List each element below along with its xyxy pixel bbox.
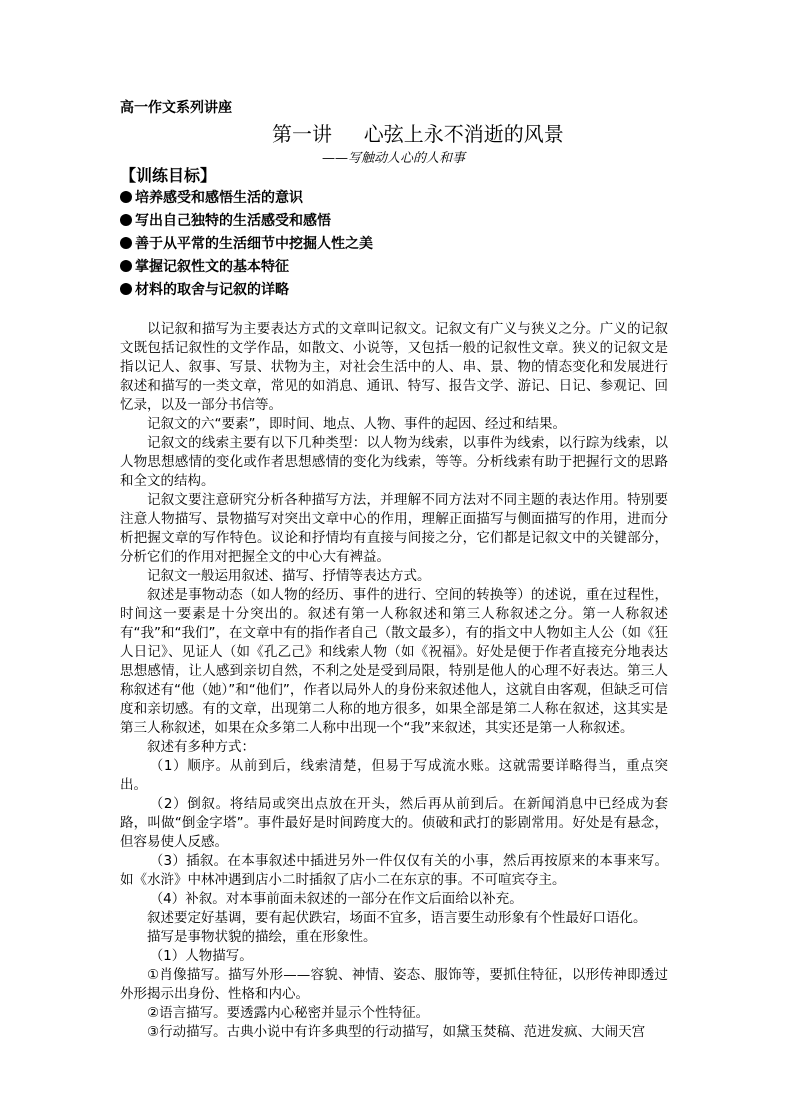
paragraph: ①肖像描写。描写外形——容貌、神情、姿态、服饰等，要抓住特征，以形传神即透过外形揭示出身份、性格和内心。 bbox=[120, 967, 668, 1002]
paragraph: （2）倒叙。将结局或突出点放在开头，然后再从前到后。在新闻消息中已经成为套路，叫做“倒金字塔”。事件最好是时间跨度大的。侦破和武打的影剧常用。好处是有悬念，但容易使人反感。 bbox=[120, 796, 668, 850]
bullet-icon bbox=[120, 191, 132, 203]
paragraph: ②语言描写。要透露内心秘密并显示个性特征。 bbox=[147, 1005, 430, 1021]
bullet-icon bbox=[120, 260, 132, 272]
paragraph: （4）补叙。对本事前面未叙述的一部分在作文后面给以补充。 bbox=[149, 891, 523, 907]
series-title: 高一作文系列讲座 bbox=[120, 100, 232, 116]
goals-list bbox=[120, 187, 373, 302]
bullet-icon bbox=[120, 237, 132, 249]
paragraph: 记叙文的线索主要有以下几种类型：以人物为线索，以事件为线索，以行踪为线索，以人物思想感情的变化或作者思想感情的变化为线索，等等。分析线索有助于把握行文的思路和全文的结构。 bbox=[120, 435, 668, 489]
paragraph: （3）插叙。在本事叙述中插进另外一件仅仅有关的小事，然后再按原来的本事来写。如《水浒》中林冲遇到店小二时插叙了店小二在东京的事。不可喧宾夺主。 bbox=[120, 853, 668, 888]
goal-item bbox=[120, 233, 373, 256]
goal-text: 掌握记叙性文的基本特征 bbox=[135, 259, 289, 275]
goal-text: 写出自己独特的生活感受和感悟 bbox=[135, 213, 331, 229]
goal-item bbox=[120, 187, 373, 210]
bullet-icon bbox=[120, 214, 132, 226]
paragraph: 叙述是事物动态（如人物的经历、事件的进行、空间的转换等）的述说，重在过程性，时间这一要素是十分突出的。叙述有第一人称叙述和第三人称叙述之分。第一人称叙述有“我”和“我们”，在文章中有的指作者自己（散文最多），有的指文中人物如主人公（如《狂人日记》、见证人（如《孔乙己》和线索人物（如《祝福》。好处是便于作者直接充分地表达思想感情，让人感到亲切自然，不利之处是受到局限，特别是他人的心理不好表达。第三人称叙述有“他（她）”和“他们”，作者以局外人的身份来叙述他人，这就自由客观，但缺乏可信度和亲切感。有的文章，出现第二人称的地方很多，如果全部是第二人称在叙述，这其实是第三人称叙述，如果在众多第二人称中出现一个“我”来叙述，其实还是第一人称叙述。 bbox=[120, 587, 668, 736]
goal-item bbox=[120, 210, 373, 233]
body-text bbox=[120, 320, 668, 1042]
paragraph: 叙述要定好基调，要有起伏跌宕，场面不宜多，语言要生动形象有个性最好口语化。 bbox=[147, 910, 647, 926]
paragraph: 以记叙和描写为主要表达方式的文章叫记叙文。记叙文有广义与狭义之分。广义的记叙文既包括记叙性的文学作品，如散文、小说等，又包括一般的记叙性文章。狭义的记叙文是指以记人、叙事、写景、状物为主，对社会生活中的人、串、景、物的情态变化和发展进行叙述和描写的一类文章，常见的如消息、通讯、特写、报告文学、游记、日记、参观记、回忆录，以及一部分书信等。 bbox=[120, 321, 668, 413]
goal-text: 培养感受和感悟生活的意识 bbox=[135, 190, 303, 206]
goal-item bbox=[120, 256, 373, 279]
paragraph: 叙述有多种方式： bbox=[147, 739, 255, 755]
paragraph: 描写是事物状貌的描绘，重在形象性。 bbox=[147, 929, 377, 945]
lecture-subtitle: ——写触动人心的人和事 bbox=[322, 151, 466, 166]
paragraph: ③行动描写。古典小说中有许多典型的行动描写，如黛玉焚稿、范进发疯、大闹天宫 bbox=[147, 1024, 646, 1040]
goal-item bbox=[120, 279, 373, 302]
paragraph: 记叙文的六“要素”，即时间、地点、人物、事件的起因、经过和结果。 bbox=[147, 416, 566, 432]
paragraph: 记叙文一般运用叙述、描写、抒情等表达方式。 bbox=[147, 568, 431, 584]
goals-heading: 【训练目标】 bbox=[120, 166, 217, 185]
bullet-icon bbox=[120, 283, 132, 295]
lecture-title: 第一讲 心弦上永不消逝的风景 bbox=[272, 122, 564, 146]
paragraph: 记叙文要注意研究分析各种描写方法，并理解不同方法对不同主题的表达作用。特别要注意人物描写、景物描写对突出文章中心的作用，理解正面描写与侧面描写的作用，进而分析把握文章的写作特色。议论和抒情均有直接与间接之分，它们都是记叙文中的关键部分，分析它们的作用对把握全文的中心大有裨益。 bbox=[120, 492, 668, 565]
goal-text: 善于从平常的生活细节中挖掘人性之美 bbox=[135, 236, 373, 252]
paragraph: （1）人物描写。 bbox=[149, 948, 253, 964]
paragraph: （1）顺序。从前到后，线索清楚，但易于写成流水账。这就需要详略得当，重点突出。 bbox=[120, 758, 668, 793]
goal-text: 材料的取舍与记叙的详略 bbox=[135, 282, 289, 298]
